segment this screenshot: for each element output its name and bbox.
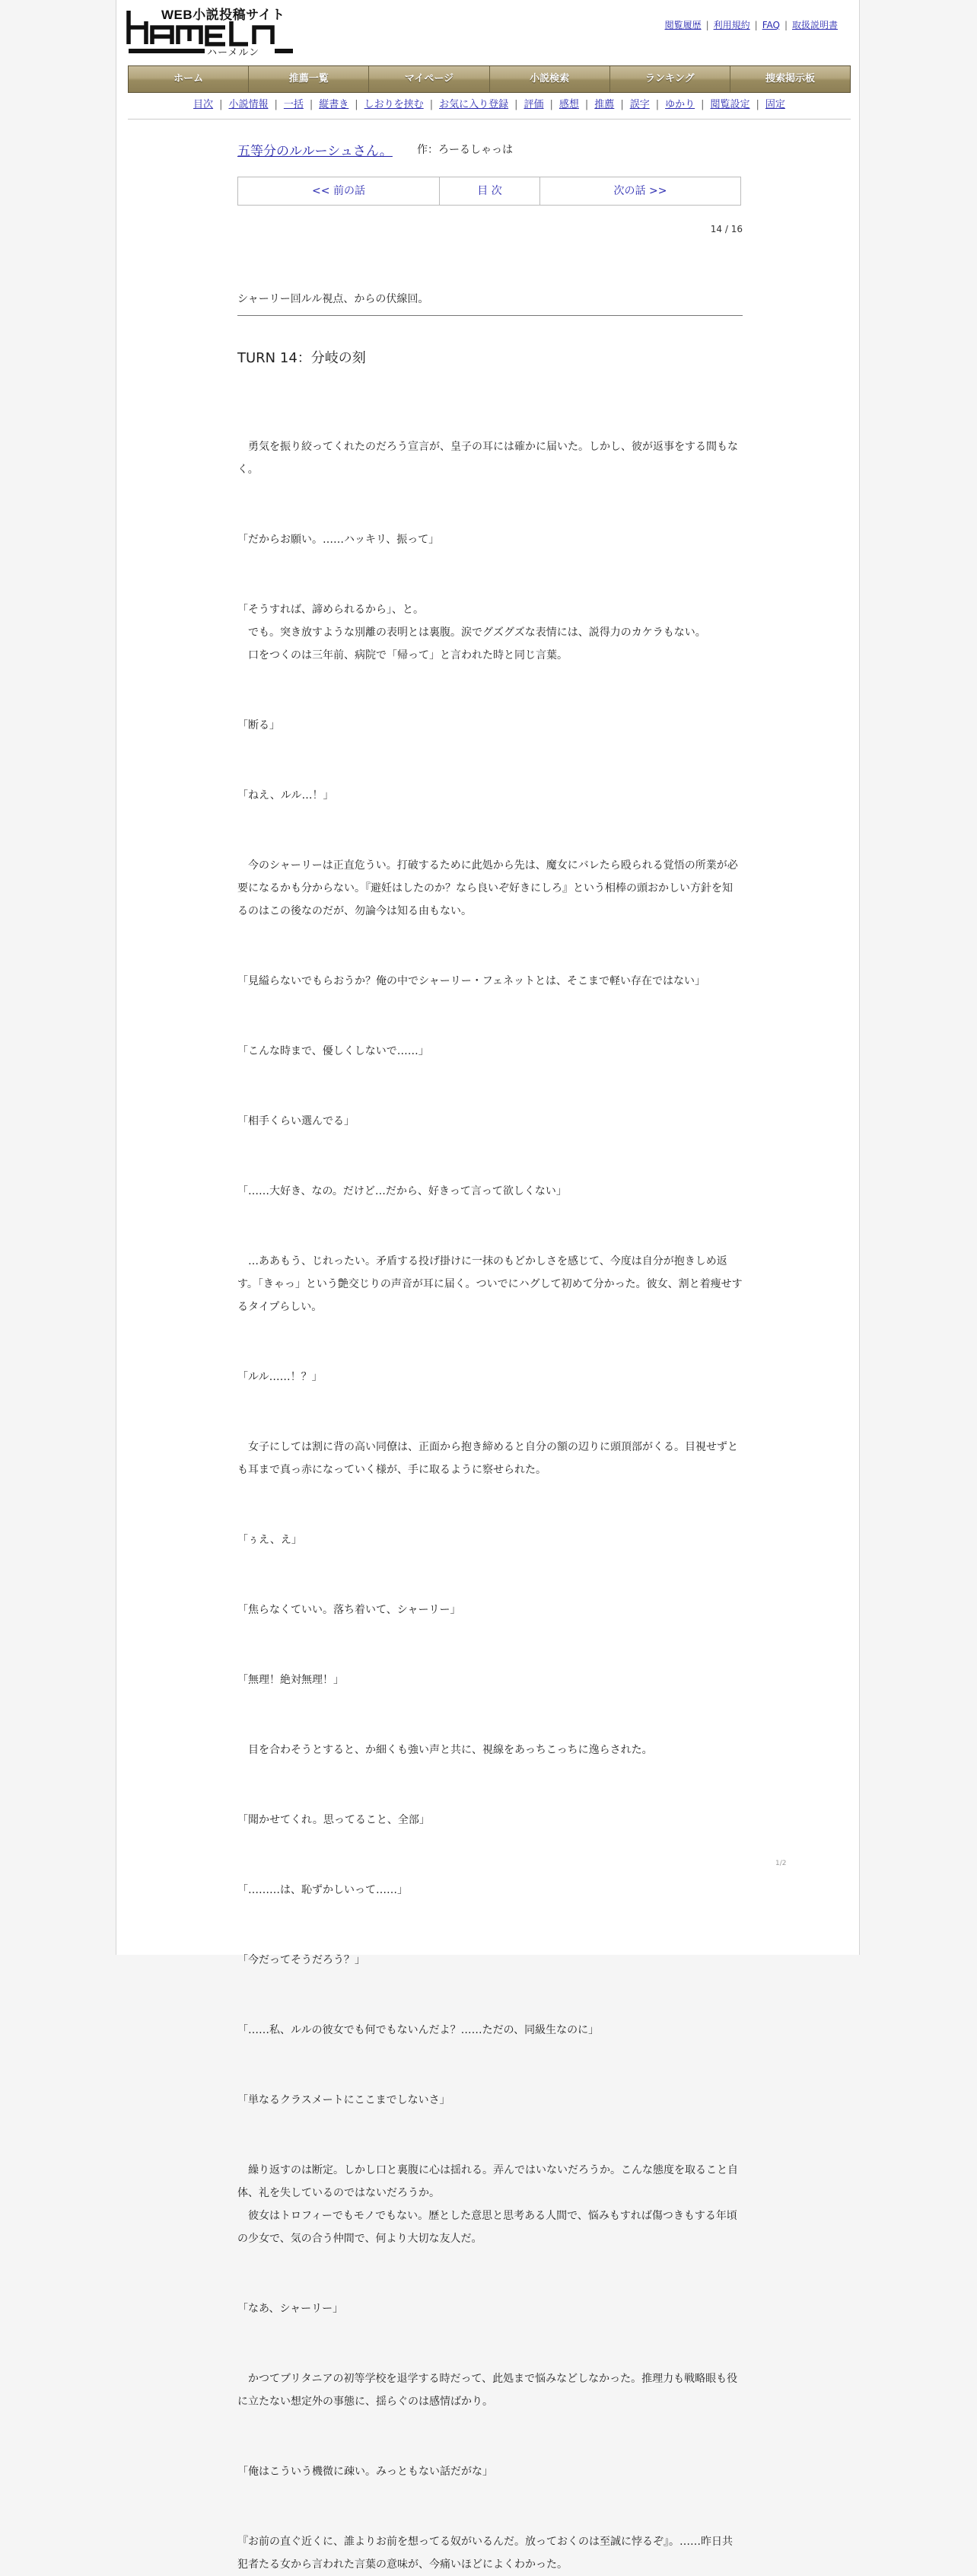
body-paragraph: 「無理！絶対無理！」 [237,1674,344,1686]
body-paragraph: でも。突き放すような別離の表明とは裏腹。涙でグズグズな表情には、説得力のカケラもない。 [237,626,706,639]
blank-line [237,1914,743,1937]
novel-title-link[interactable]: 五等分のルルーシュさん。 [237,144,393,159]
blank-line [237,2332,743,2355]
body-paragraph: 「だからお願い。……ハッキリ、振って」 [237,534,440,546]
body-paragraph: 今のシャーリーは正直危うい。打破するために此処から先は、魔女にバレたら殴られる覚悟の所業が必要になるかも分からない。『避妊はしたのか？なら良いぞ好きにしろ』という相棒の頭おかしい方針を知るのはこの後なのだが、勿論今は知る由もない。 [237,859,738,917]
history-link[interactable]: 閲覧履歴 [664,20,702,30]
separator: | [309,99,313,110]
blank-line [237,679,743,702]
body-paragraph: 勇気を振り絞ってくれたのだろう宣言が、皇子の耳には確かに届いた。しかし、彼が返事をする間もなく。 [237,441,738,476]
body-paragraph: 口をつくのは三年前、病院で「帰って」と言われた時と同じ言葉。 [237,649,568,662]
blank-line [237,2495,743,2518]
body-paragraph: 「ルル……！？」 [237,1371,323,1383]
menu-home[interactable]: ホーム [129,66,249,92]
divider [237,315,743,316]
separator: | [355,99,358,110]
separator: | [219,99,223,110]
sub-nav-typo[interactable]: 誤字 [629,99,650,110]
body-paragraph: かつてブリタニアの初等学校を退学する時だって、此処まで悩みなどしなかった。推理力も戦略眼も役に立たない想定外の事態に、揺らぐのは感情ばかり。 [237,2373,738,2408]
blank-line [237,1844,743,1867]
sub-nav-all[interactable]: 一括 [283,99,304,110]
blank-line [237,493,743,516]
author-label: 作：ろーるしゃっは [417,144,513,156]
toc-link[interactable]: 目 次 [440,177,540,205]
foreword: シャーリー回ルル視点、からの伏線回。 [237,293,429,305]
separator: | [429,99,434,110]
blank-line [237,749,743,772]
sub-nav-fix[interactable]: 固定 [765,99,785,110]
body-paragraph: 「ぅえ、え」 [237,1534,302,1546]
blank-line [237,1774,743,1797]
separator: | [705,20,709,30]
body-paragraph: 「そうすれば、諦められるから」、と。 [237,604,424,616]
blank-line [237,563,743,586]
body-paragraph: 「今だってそうだろう？」 [237,1954,365,1966]
body-paragraph: 『お前の直ぐ近くに、誰よりお前を想ってる奴がいるんだ。放っておくのは至誠に悖るぞ』。……昨日共犯者たる女から言われた言葉の意味が、今痛いほどによくわかった。 [237,2536,733,2571]
divider [128,119,851,120]
blank-line [237,1401,743,1423]
separator: | [756,99,759,110]
body-paragraph: 「こんな時まで、優しくしないで……」 [237,1045,429,1057]
sub-nav-novel-info[interactable]: 小説情報 [228,99,269,110]
header-links [665,18,838,31]
body-paragraph: 繰り返すのは断定。しかし口と裏腹に心は揺れる。弄んではいないだろうか。こんな態度を取ること自体、礼を失しているのではないだろうか。 [237,2164,738,2199]
body-paragraph: 「……私、ルルの彼女でも何でもないんだよ？……ただの、同級生なのに」 [237,2024,600,2036]
chapter-content [236,131,743,2571]
sub-nav-review[interactable]: 感想 [559,99,579,110]
body-paragraph: 「……大好き、なの。だけど…だから、好きって言って欲しくない」 [237,1185,567,1197]
novel-sub-nav [128,97,851,113]
body-paragraph: 「相手くらい選んでる」 [237,1115,355,1127]
site-logo[interactable] [126,6,295,61]
faq-link[interactable]: FAQ [762,20,780,30]
body-paragraph: 「なあ、シャーリー」 [237,2303,344,2315]
body-paragraph: 「聞かせてくれ。思ってること、全部」 [237,1814,430,1826]
body-paragraph: …ああもう、じれったい。矛盾する投げ掛けに一抹のもどかしさを感じて、今度は自分が抱きしめ返す。「きゃっ」という艶交じりの声音が耳に届く。ついでにハグして初めて分かった。彼女、割と着痩せするタイプらしい。 [237,1255,743,1313]
main-menu [128,65,851,93]
separator: | [754,20,758,30]
blank-line [237,1704,743,1726]
menu-novel-search[interactable]: 小説検索 [490,66,610,92]
blank-line [237,1494,743,1516]
title-row [236,131,743,166]
terms-link[interactable]: 利用規約 [713,20,750,30]
prev-chapter-link[interactable]: << 前の話 [238,177,440,205]
blank-line [237,1331,743,1353]
separator: | [655,99,660,110]
blank-line [237,1984,743,2007]
body-paragraph: 彼女はトロフィーでもモノでもない。歴とした意思と思考ある人間で、悩みもすれば傷つきもする年頃の少女で、気の合う仲間で、何より大切な友人だ。 [237,2210,737,2245]
blank-line [237,1634,743,1656]
separator: | [584,99,589,110]
separator: | [549,99,553,110]
menu-mypage[interactable]: マイページ [369,66,489,92]
body-paragraph: 「断る」 [237,719,280,732]
svg-text:ハーメルン: ハーメルン [207,46,260,58]
blank-line [237,2054,743,2077]
next-chapter-link[interactable]: 次の話 >> [613,185,667,197]
sub-nav-recommend[interactable]: 推薦 [594,99,615,110]
sub-nav-favorite[interactable]: お気に入り登録 [439,99,509,110]
body-paragraph: 「俺はこういう機微に疎い。みっともない話だがな」 [237,2466,493,2478]
body-paragraph: 女子にしては割に背の高い同僚は、正面から抱き締めると自分の額の辺りに頭頂部がくる。目視せずとも耳まで真っ赤になっていく様が、手に取るように察せられた。 [237,1441,738,1476]
separator: | [784,20,788,30]
sub-nav-vertical[interactable]: 縦書き [319,99,349,110]
manual-link[interactable]: 取扱説明書 [791,20,838,30]
menu-search-board[interactable]: 捜索掲示板 [765,73,815,84]
sub-nav-toc[interactable]: 目次 [193,99,214,110]
blank-line [237,1075,743,1098]
chapter-counter: 14 / 16 [710,224,743,234]
blank-line [237,1145,743,1168]
blank-line [237,1564,743,1586]
sub-nav-rating[interactable]: 評価 [524,99,544,110]
svg-text:WEB小説投稿サイト: WEB小説投稿サイト [161,8,285,22]
blank-line [237,2262,743,2285]
scroll-marker: 1/2 [775,1860,787,1867]
blank-line [237,819,743,842]
chapter-body [237,435,743,2576]
blank-line [237,1215,743,1238]
blank-line [237,2124,743,2147]
body-paragraph: 目を合わそうとすると、か細くも強い声と共に、視線をあっちこっちに逸らされた。 [237,1744,653,1756]
sub-nav-yukari[interactable]: ゆかり [665,99,695,110]
separator: | [514,99,518,110]
page-container [116,0,860,2571]
blank-line [237,1005,743,1028]
chapter-title: TURN 14：分岐の刻 [237,350,366,366]
menu-ranking[interactable]: ランキング [610,66,730,92]
body-paragraph: 「見縊らないでもらおうか？俺の中でシャーリー・フェネットとは、そこまで軽い存在ではない」 [237,975,706,987]
body-paragraph: 「………は、恥ずかしいって……」 [237,1884,408,1896]
body-paragraph: 「焦らなくていい。落ち着いて、シャーリー」 [237,1604,461,1616]
hameln-logo-icon [126,6,295,61]
separator: | [274,99,278,110]
chapter-nav [237,177,741,206]
sub-nav-view-settings[interactable]: 閲覧設定 [710,99,750,110]
body-paragraph: 「単なるクラスメートにここまでしないさ」 [237,2094,450,2106]
separator: | [701,99,705,110]
blank-line [237,2425,743,2448]
separator: | [620,99,624,110]
body-paragraph: 「ねえ、ルル…！」 [237,789,334,802]
menu-recommend-list[interactable]: 推薦一覧 [249,66,369,92]
sub-nav-bookmark[interactable]: しおりを挟む [364,99,424,110]
blank-line [237,935,743,958]
